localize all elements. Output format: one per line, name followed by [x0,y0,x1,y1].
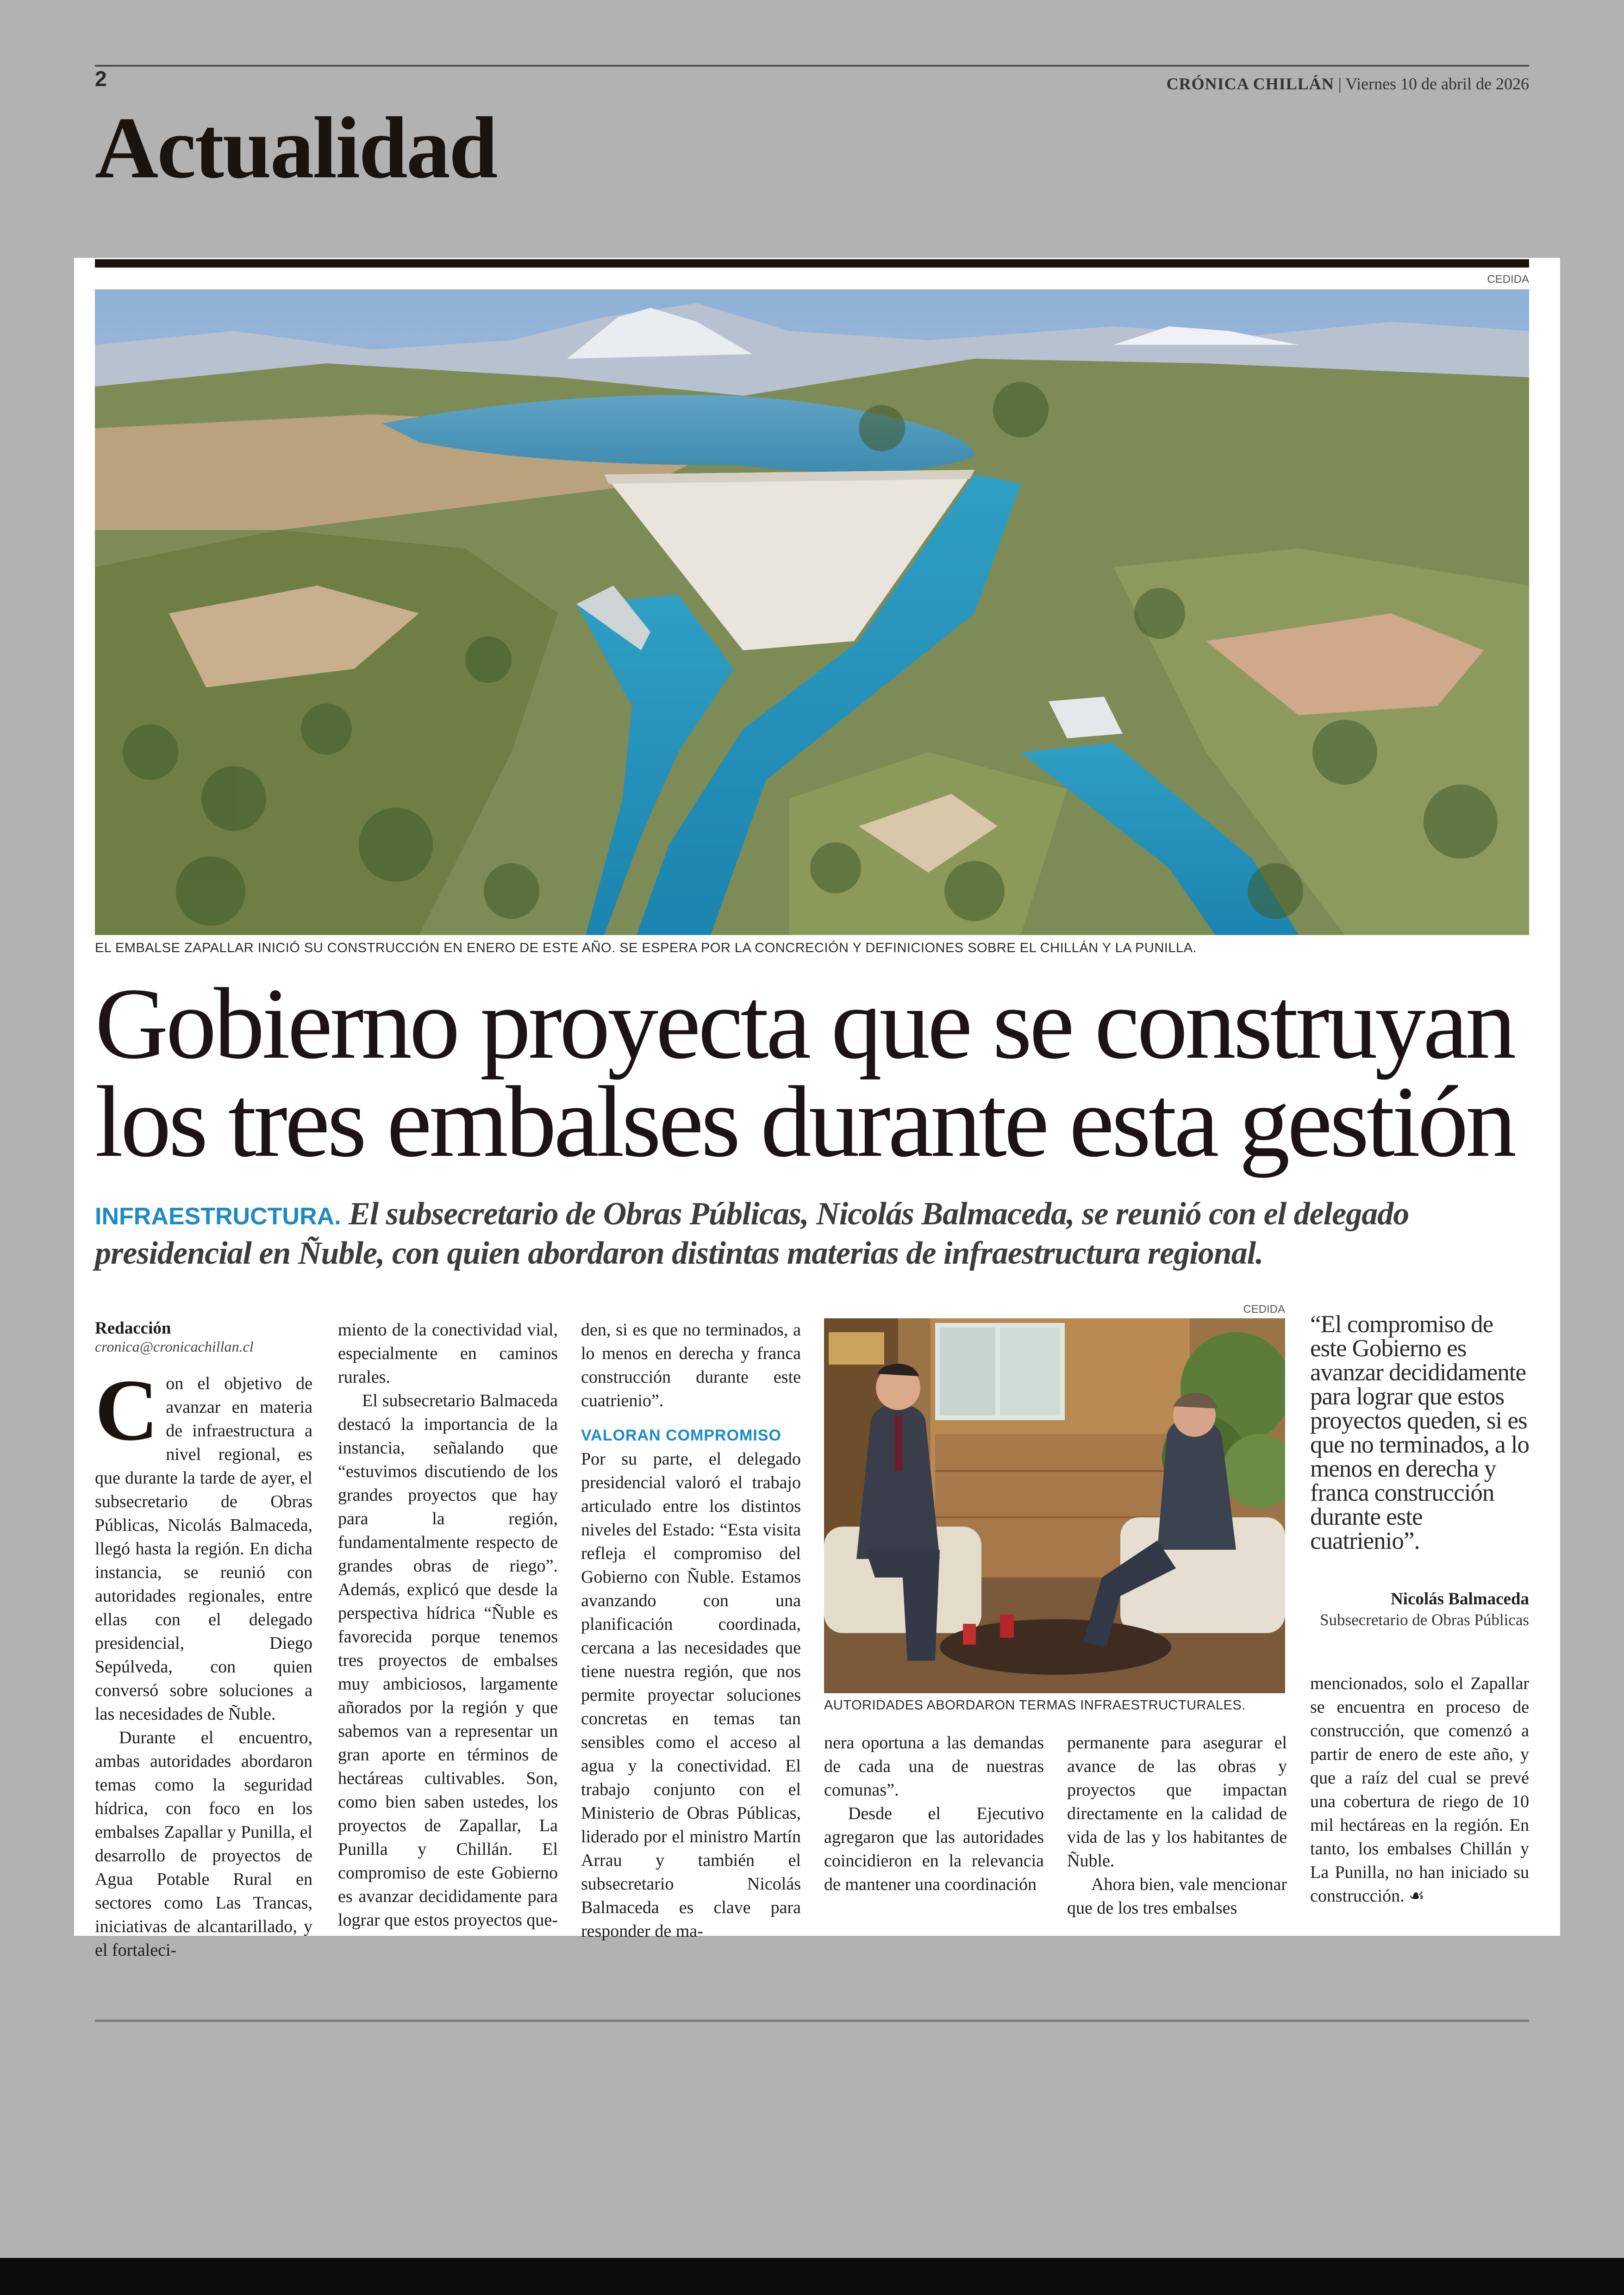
paragraph: Durante el encuentro, ambas autoridades abordaron temas como la seguridad hídrica, con foco en los embalses Zapallar y Punilla, el desarrollo de proyectos de Agua Potable Rural en sectores como Las Trancas, iniciativas de alcantarillado, y el fortaleci- [95,1728,312,1960]
footer-rule [95,2020,1529,2022]
headline-line-2: los tres embalses durante esta gestión [95,1065,1514,1178]
main-photo-caption: EL EMBALSE ZAPALLAR INICIÓ SU CONSTRUCCIÓN EN ENERO DE ESTE AÑO. SE ESPERA POR LA CONCRECIÓN Y DEFINICIONES SOBRE EL CHILLÁN Y LA PUNILLA. [95,941,1197,955]
masthead-name: CRÓNICA CHILLÁN [1166,75,1334,93]
paragraph: permanente para asegurar el avance de las obras y proyectos que impactan directamente en la calidad de vida de las y los habitantes de Ñuble. [1067,1733,1287,1871]
column-5 [1067,1731,1287,1920]
pull-quote-role: Subsecretario de Obras Públicas [1320,1611,1529,1629]
reservoir-illustration [95,289,1529,935]
photo-credit: CEDIDA [1487,273,1529,286]
column-1 [95,1318,312,1962]
paragraph: Ahora bien, vale mencionar que de los tres embalses [1067,1875,1287,1918]
deck [95,1194,1535,1273]
section-title: Actualidad [95,100,497,197]
byline-email: cronica@cronicachillan.cl [95,1338,254,1355]
header-rule [95,65,1529,67]
byline: Redacción [95,1319,171,1338]
paragraph: El subsecretario Balmaceda destacó la importancia de la instancia, señalando que “estuvimos discutiendo de los grandes proyectos que hay para la región, fundamentalmente respecto de grandes obras de riego”. Además, explicó que desde la perspectiva hídrica “Ñuble es favorecida porque tenemos tres proyectos de embalses muy ambiciosos, largamente añorados por la región y que sabemos van a representar un gran aporte en términos de hectáreas cultivables. Son, como bien saben ustedes, los proyectos de Zapallar, La Punilla y Chillán. El compromiso de este Gobierno es avanzar decididamente para lograr que estos proyectos que- [338,1391,558,1930]
meeting-photo-credit: CEDIDA [1243,1303,1285,1316]
paragraph: Por su parte, el delegado presidencial valoró el trabajo articulado entre los distintos niveles del Estado: “Esta visita refleja el compromiso del Gobierno con Ñuble. Estamos avanzando con una planificación coordinada, cercana a las necesidades que tiene nuestra región, que nos permite proyectar soluciones concretas en temas tan sensibles como el acceso al agua y la conectividad. El trabajo conjunto con el Ministerio de Obras Públicas, liderado por el ministro Martín Arrau y también el subsecretario Nicolás Balmaceda es clave para responder de ma- [581,1449,801,1941]
paragraph: on el objetivo de avanzar en materia de infraestructura a nivel regional, es que durante la tarde de ayer, el subsecretario de Obras Públicas, Nicolás Balmaceda, llegó hasta la región. En dicha instancia, se reunió con autoridades regionales, entre ellas con el delegado presidencial, Diego Sepúlveda, con quien conversó sobre soluciones a las necesidades de Ñuble. [95,1374,312,1724]
column-4 [824,1731,1044,1896]
pull-quote-name: Nicolás Balmaceda [1390,1590,1529,1609]
subhead: VALORAN COMPROMISO [581,1427,781,1444]
meeting-photo [824,1318,1285,1693]
paragraph: mencionados, solo el Zapallar se encuentra en proceso de construcción, que comenzó a partir de enero de este año, y que a raíz del cual se prevé una cobertura de riego de 10 mil hectáreas en la región. En tanto, los embalses Chillán y La Punilla, no han iniciado su construcción. [1310,1674,1529,1906]
pull-quote: “El compromiso de este Gobierno es avanzar decididamente para lograr que estos proyectos queden, si es que no terminados, a lo menos en derecha y franca construcción durante este cuatrienio”. [1310,1311,1530,1554]
issue-date: Viernes 10 de abril de 2026 [1345,75,1529,93]
paragraph: den, si es que no terminados, a lo menos en derecha y franca construcción durante este cuatrienio”. [581,1320,801,1410]
deck-text: El subsecretario de Obras Públicas, Nicolás Balmaceda, se reunió con el delegado presidencial en Ñuble, con quien abordaron distintas materias de infraestructura regional. [95,1196,1409,1271]
masthead: CRÓNICA CHILLÁN | Viernes 10 de abril de 2026 [1166,75,1529,93]
meeting-photo-caption: AUTORIDADES ABORDARON TERMAS INFRAESTRUCTURALES. [824,1698,1246,1713]
column-3 [581,1318,801,1943]
kicker: INFRAESTRUCTURA. [95,1203,341,1230]
headline-line-1: Gobierno proyecta que se construyan [95,967,1514,1080]
paragraph: nera oportuna a las demandas de cada una de nuestras comunas”. [824,1733,1044,1800]
headline [95,967,1539,1178]
reservoir-photo [95,289,1529,935]
page-number: 2 [95,67,107,91]
viewer-bottom-bar [0,2258,1624,2295]
meeting-illustration [824,1318,1285,1693]
column-6 [1310,1672,1529,1908]
paragraph: miento de la conectividad vial, especialmente en caminos rurales. [338,1320,558,1387]
paragraph: Desde el Ejecutivo agregaron que las autoridades coincidieron en la relevancia de mantener una coordinación [824,1804,1044,1894]
end-mark-icon: ☙ [1409,1886,1425,1906]
column-2 [338,1318,558,1932]
dropcap: C [95,1362,159,1459]
article-top-bar [95,259,1529,268]
